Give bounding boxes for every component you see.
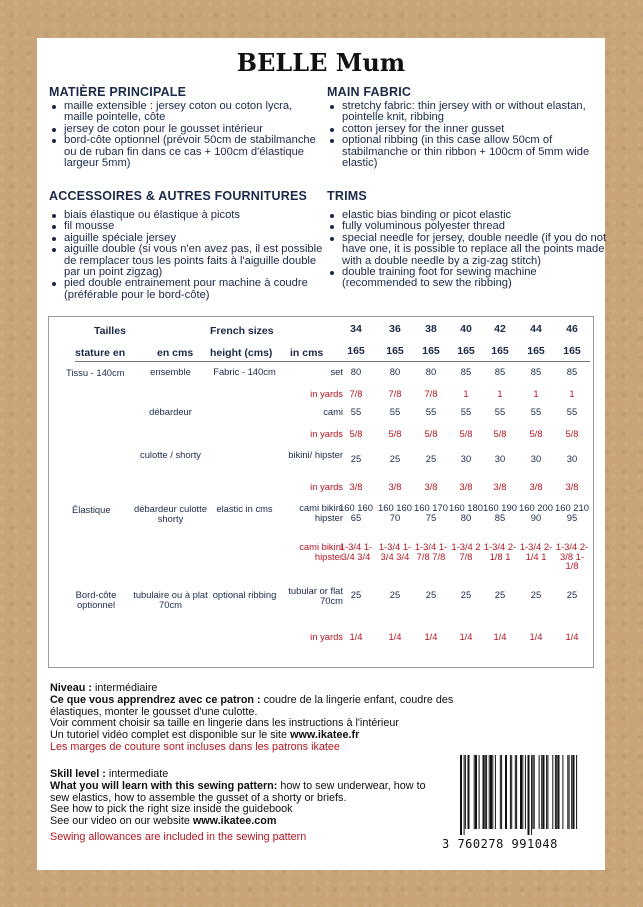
cell-value: 1/4 — [459, 631, 473, 642]
barcode-bar — [492, 755, 493, 829]
fr-info-block — [50, 683, 470, 754]
cell-value: 3/8 — [529, 481, 543, 492]
barcode-bar — [464, 755, 465, 835]
cell-value: 80 — [389, 366, 401, 377]
cell-value: 3/8 — [349, 481, 363, 492]
size-table — [48, 316, 594, 668]
header-french-sizes: French sizes — [210, 325, 274, 337]
cell-value: 160 210 95 — [555, 502, 589, 523]
header-stature: stature en — [75, 347, 126, 359]
barcode-bar — [534, 755, 535, 829]
barcode-bar — [485, 755, 486, 829]
barcode-bar — [500, 755, 501, 829]
header-height: height (cms) — [210, 347, 273, 359]
fr-main-fabric-heading: MATIÈRE PRINCIPALE — [49, 85, 187, 99]
cell-value: 55 — [494, 406, 506, 417]
cell-value: 25 — [566, 589, 578, 600]
barcode-bar — [558, 755, 560, 829]
cell-value: 1 — [533, 388, 539, 399]
cell-value: 55 — [460, 406, 472, 417]
en-learn-line — [50, 781, 438, 805]
header-divider — [75, 361, 590, 362]
barcode-bar — [510, 755, 511, 829]
cell-value: 160 160 65 — [339, 502, 373, 523]
en-video-prefix: See our video on our website — [50, 815, 193, 828]
cell-value: 55 — [425, 406, 437, 417]
cell-value: 85 — [566, 366, 578, 377]
barcode-bar — [522, 755, 523, 829]
row-label-unit: in yards — [310, 631, 343, 642]
pattern-back-card — [37, 38, 605, 870]
cell-value: 30 — [494, 453, 506, 464]
cell-value: 55 — [389, 406, 401, 417]
fr-learn-line — [50, 695, 470, 719]
cell-value: 1-3/4 2-1/4 1 — [519, 541, 553, 562]
barcode-bar — [567, 755, 568, 829]
cell-value: 25 — [460, 589, 472, 600]
size-header-38: 38 — [425, 323, 437, 335]
fr-trims-item: pied double entrainement pour machine à coudre (préférable pour le bord-côte) — [64, 278, 324, 301]
cell-value: 160 170 75 — [414, 502, 448, 523]
cell-value: 30 — [530, 453, 542, 464]
barcode-bar — [475, 755, 477, 829]
fr-trims-heading: ACCESSOIRES & AUTRES FOURNITURES — [49, 189, 308, 203]
en-video-line — [50, 816, 438, 828]
fr-main-fabric-list — [48, 101, 324, 169]
cell-value: 7/8 — [388, 388, 402, 399]
row-label-unit: cami — [323, 406, 343, 417]
cell-value: 1/4 — [493, 631, 507, 642]
en-allowances-note: Sewing allowances are included in the sewing pattern — [50, 830, 307, 843]
row-label-fr: Élastique — [72, 504, 111, 515]
cell-value: 30 — [566, 453, 578, 464]
en-learn-label: What you will learn with this sewing pattern: — [50, 779, 278, 792]
cell-value: 85 — [460, 366, 472, 377]
fr-trims-item: aiguille double (si vous n'en avez pas, il est possible de remplacer tous les points faits à l'aiguille double par un point zigzag) — [64, 243, 323, 279]
barcode-bar — [556, 755, 557, 829]
row-label-garment: débardeur culotte shorty — [134, 503, 207, 524]
fr-main-item: maille extensible : jersey coton ou coton lycra, maille pointelle, côte — [64, 101, 324, 124]
barcode-bar — [531, 755, 532, 835]
size-header-36: 36 — [389, 323, 401, 335]
cell-value: 3/8 — [493, 481, 507, 492]
cell-value: 1/4 — [388, 631, 402, 642]
cell-value: 160 200 90 — [519, 502, 553, 523]
en-main-item: cotton jersey for the inner gusset — [342, 124, 610, 135]
barcode-bar — [555, 755, 556, 829]
cell-value: 25 — [389, 589, 401, 600]
cell-value: 3/8 — [459, 481, 473, 492]
cell-value: 1 — [463, 388, 469, 399]
barcode-bar — [546, 755, 547, 829]
cell-value: 5/8 — [493, 428, 507, 439]
cell-value: 3/8 — [424, 481, 438, 492]
cell-value: 3/8 — [565, 481, 579, 492]
barcode-bar — [468, 755, 470, 829]
row-label-unit: in yards — [310, 388, 343, 399]
fr-size-line: Voir comment choisir sa taille en lingerie dans les instructions à l'intérieur — [50, 717, 399, 730]
cell-value: 25 — [425, 453, 437, 464]
fr-trims-list — [48, 210, 324, 301]
en-trims-heading: TRIMS — [327, 189, 367, 203]
barcode-bar — [547, 755, 548, 829]
barcode-bar — [483, 755, 485, 829]
cell-value: 1-3/4 2-1/8 1 — [483, 541, 517, 562]
barcode-bar — [479, 755, 480, 829]
cell-value: 55 — [530, 406, 542, 417]
en-skill-value: intermediate — [105, 768, 169, 780]
barcode-bar — [573, 755, 575, 829]
row-label-unit: cami bikini hipster — [299, 541, 343, 562]
cell-value: 5/8 — [565, 428, 579, 439]
barcode-bar — [474, 755, 475, 829]
cell-value: 1/4 — [565, 631, 579, 642]
barcode-number: 3 760278 991048 — [442, 837, 558, 851]
en-skill-label: Skill level : — [50, 768, 106, 780]
barcode-bar — [543, 755, 545, 829]
cell-value: 25 — [389, 453, 401, 464]
barcode-bar — [489, 755, 490, 829]
cell-value: 80 — [425, 366, 437, 377]
barcode-bar — [501, 755, 502, 829]
stature-value: 165 — [527, 345, 545, 357]
row-label-garment: tubulaire ou à plat 70cm — [133, 589, 208, 610]
stature-value: 165 — [386, 345, 404, 357]
en-size-line: See how to pick the right size inside the guidebook — [50, 803, 293, 816]
stature-value: 165 — [422, 345, 440, 357]
cell-value: 1-3/4 1-7/8 7/8 — [414, 541, 448, 562]
fr-main-item: jersey de coton pour le gousset intérieur — [64, 124, 324, 135]
fr-learn-value: coudre de la lingerie enfant, coudre des élastiques, monter le gousset d'une culotte. — [50, 693, 454, 718]
barcode-bar — [528, 755, 530, 835]
cell-value: 25 — [350, 589, 362, 600]
cell-value: 1 — [569, 388, 575, 399]
en-trims-item: special needle for jersey, double needle (if you do not have one, it is possible to replace all the points made with a double needle by a zig-zag stitch) — [342, 233, 610, 267]
cell-value: 3/8 — [388, 481, 402, 492]
cell-value: 160 180 80 — [449, 502, 483, 523]
fr-video-link[interactable]: www.ikatee.fr — [290, 729, 360, 742]
barcode-bar — [552, 755, 553, 829]
row-label-unit: bikini/ hipster — [288, 449, 343, 460]
barcode-bar — [486, 755, 487, 829]
size-header-44: 44 — [530, 323, 542, 335]
barcode-bar — [525, 755, 526, 829]
barcode-bar — [511, 755, 512, 829]
barcode-bar — [539, 755, 540, 829]
fr-learn-label: Ce que vous apprendrez avec ce patron : — [50, 693, 261, 706]
cell-value: 1-3/4 2 7/8 — [451, 541, 481, 562]
cell-value: 1/4 — [424, 631, 438, 642]
cell-value: 85 — [530, 366, 542, 377]
fr-level-value: intermédiaire — [92, 682, 158, 694]
en-main-fabric-list — [326, 101, 610, 169]
cell-value: 1-3/4 1-3/4 3/4 — [378, 541, 412, 562]
cell-value: 1-3/4 1-3/4 3/4 — [339, 541, 373, 562]
page-title: BELLE Mum — [236, 48, 406, 77]
row-label-garment: culotte / shorty — [140, 449, 201, 460]
cell-value: 1/4 — [349, 631, 363, 642]
stature-value: 165 — [457, 345, 475, 357]
barcode-bar — [532, 755, 533, 829]
size-header-34: 34 — [350, 323, 362, 335]
barcode-bar — [571, 755, 572, 829]
barcode-bar — [562, 755, 563, 829]
en-main-item: stretchy fabric: thin jersey with or without elastan, pointelle knit, ribbing — [342, 101, 610, 124]
cell-value: 160 160 70 — [378, 502, 412, 523]
barcode-bar — [516, 755, 517, 829]
cell-value: 5/8 — [388, 428, 402, 439]
row-label-garment: ensemble — [150, 366, 191, 377]
en-trims-item: fully voluminous polyester thread — [342, 221, 610, 232]
row-label-en: optional ribbing — [212, 589, 277, 600]
barcode-bar — [569, 755, 570, 829]
cell-value: 25 — [350, 453, 362, 464]
fr-level-label: Niveau : — [50, 682, 93, 694]
en-video-link[interactable]: www.ikatee.com — [192, 815, 277, 828]
en-trims-item: double training foot for sewing machine (recommended to sew the ribbing) — [342, 267, 610, 290]
row-label-unit: set — [330, 366, 343, 377]
header-in-cms: in cms — [290, 347, 324, 359]
header-en-cms: en cms — [157, 347, 194, 359]
cell-value: 7/8 — [349, 388, 363, 399]
cell-value: 25 — [530, 589, 542, 600]
cell-value: 7/8 — [424, 388, 438, 399]
fr-trims-item: fil mousse — [64, 221, 324, 232]
size-header-42: 42 — [494, 323, 506, 335]
cell-value: 25 — [425, 589, 437, 600]
cell-value: 5/8 — [459, 428, 473, 439]
row-label-fr: Tissu - 140cm — [66, 367, 125, 378]
cell-value: 5/8 — [529, 428, 543, 439]
fr-video-prefix: Un tutoriel vidéo complet est disponible sur le site — [50, 729, 291, 742]
barcode-bar — [460, 755, 462, 835]
row-label-en: elastic in cms — [216, 503, 273, 514]
row-label-unit: cami bikini hipster — [299, 502, 343, 523]
size-header-46: 46 — [566, 323, 578, 335]
barcode-bar — [505, 755, 507, 829]
row-label-unit: tubular or flat 70cm — [288, 585, 343, 606]
en-main-item: optional ribbing (in this case allow 50cm of stabilmanche or thin ribbon + 100cm of 5mm wide elastic) — [342, 135, 610, 169]
row-label-fr: Bord-côte optionnel — [75, 589, 117, 610]
cell-value: 85 — [494, 366, 506, 377]
en-info-block — [50, 769, 438, 844]
row-label-en: Fabric - 140cm — [213, 366, 276, 377]
row-label-unit: in yards — [310, 481, 343, 492]
stature-value: 165 — [347, 345, 365, 357]
barcode-bar — [541, 755, 542, 829]
barcode-bar — [576, 755, 577, 829]
en-main-fabric-heading: MAIN FABRIC — [327, 85, 412, 99]
cell-value: 1-3/4 2-3/8 1-1/8 — [555, 541, 589, 572]
cell-value: 80 — [350, 366, 362, 377]
row-label-garment: débardeur — [149, 406, 192, 417]
cell-value: 30 — [460, 453, 472, 464]
row-label-unit: in yards — [310, 428, 343, 439]
cell-value: 1/4 — [529, 631, 543, 642]
fr-trims-item: biais élastique ou élastique à picots — [64, 210, 324, 221]
cell-value: 55 — [566, 406, 578, 417]
barcode-bar — [520, 755, 522, 829]
barcode-bar — [495, 755, 496, 829]
size-header-40: 40 — [460, 323, 472, 335]
cell-value: 1 — [497, 388, 503, 399]
stature-value: 165 — [491, 345, 509, 357]
stature-value: 165 — [563, 345, 581, 357]
en-trims-list — [326, 210, 610, 290]
cell-value: 5/8 — [424, 428, 438, 439]
barcode-bars — [458, 755, 579, 835]
cell-value: 55 — [350, 406, 362, 417]
fr-main-item: bord-côte optionnel (prévoir 50cm de stabilmanche ou de ruban fin dans ce cas + 100cm d'élastique largeur 5mm) — [64, 135, 324, 169]
en-trims-item: elastic bias binding or picot elastic — [342, 210, 610, 221]
barcode-bar — [490, 755, 492, 829]
barcode-bar — [465, 755, 466, 829]
header-tailles: Tailles — [94, 325, 126, 337]
fr-margins-note: Les marges de couture sont incluses dans les patrons ikatee — [50, 740, 340, 753]
cell-value: 160 190 85 — [483, 502, 517, 523]
barcode — [442, 755, 579, 852]
barcode-bar — [515, 755, 516, 829]
cell-value: 25 — [494, 589, 506, 600]
en-learn-value: how to sew underwear, how to sew elastics, how to assemble the gusset of a shorty or briefs. — [50, 779, 426, 804]
fr-trims-item: aiguille spéciale jersey — [64, 233, 324, 244]
cell-value: 5/8 — [349, 428, 363, 439]
